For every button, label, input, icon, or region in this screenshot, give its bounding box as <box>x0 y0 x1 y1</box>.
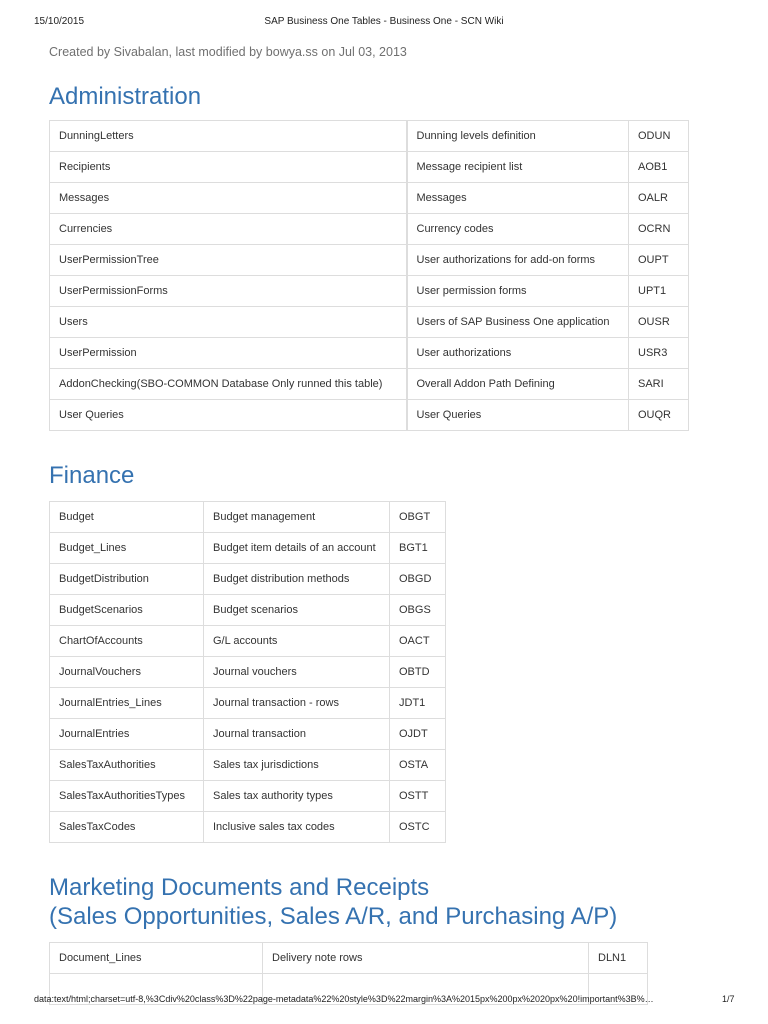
table-row <box>50 719 446 750</box>
table-name-cell: Currencies <box>50 214 407 245</box>
table-row <box>50 688 446 719</box>
table-row <box>50 121 689 152</box>
table-name-cell: BudgetDistribution <box>50 564 204 595</box>
table-code-cell: SARI <box>629 369 689 400</box>
table-row <box>50 626 446 657</box>
description-cell: Budget scenarios <box>204 595 390 626</box>
table-name-cell: UserPermissionTree <box>50 245 407 276</box>
description-cell: Budget management <box>204 502 390 533</box>
description-cell: Budget distribution methods <box>204 564 390 595</box>
table-code-cell: OSTA <box>390 750 446 781</box>
table-name-cell: User Queries <box>50 400 407 431</box>
description-cell: Journal transaction <box>204 719 390 750</box>
table-row <box>50 214 689 245</box>
administration-table <box>49 120 689 431</box>
table-row <box>50 400 689 431</box>
table-code-cell: OACT <box>390 626 446 657</box>
table-row <box>50 307 689 338</box>
print-header <box>0 16 768 32</box>
table-code-cell: JDT1 <box>390 688 446 719</box>
finance-table <box>49 501 446 843</box>
section-heading-marketing-line1: Marketing Documents and Receipts <box>49 874 430 901</box>
description-cell: Users of SAP Business One application <box>407 307 629 338</box>
description-cell: Message recipient list <box>407 152 629 183</box>
table-row <box>50 812 446 843</box>
section-heading-administration: Administration <box>49 83 202 110</box>
description-cell: Journal transaction - rows <box>204 688 390 719</box>
table-code-cell: OALR <box>629 183 689 214</box>
table-name-cell: ChartOfAccounts <box>50 626 204 657</box>
description-cell: Sales tax authority types <box>204 781 390 812</box>
table-code-cell: DLN1 <box>589 943 648 974</box>
table-code-cell: OCRN <box>629 214 689 245</box>
table-code-cell: OUQR <box>629 400 689 431</box>
table-row <box>50 245 689 276</box>
section-heading-marketing-line2: (Sales Opportunities, Sales A/R, and Purchasing A/P) <box>49 903 618 930</box>
print-url: data:text/html;charset=utf-8,%3Cdiv%20class%3D%22page-metadata%22%20style%3D%22margin%3A%2015px%200px%2020px%20!important%3B%… <box>34 994 654 1004</box>
table-code-cell: AOB1 <box>629 152 689 183</box>
page-metadata: Created by Sivabalan, last modified by bowya.ss on Jul 03, 2013 <box>49 45 407 59</box>
table-name-cell: Document_Lines <box>50 943 263 974</box>
table-name-cell: SalesTaxCodes <box>50 812 204 843</box>
table-row <box>50 595 446 626</box>
table-code-cell: BGT1 <box>390 533 446 564</box>
table-name-cell: JournalEntries_Lines <box>50 688 204 719</box>
table-name-cell: SalesTaxAuthoritiesTypes <box>50 781 204 812</box>
print-date: 15/10/2015 <box>34 16 85 27</box>
description-cell: User authorizations <box>407 338 629 369</box>
table-row <box>50 369 689 400</box>
table-row <box>50 183 689 214</box>
table-code-cell: OUPT <box>629 245 689 276</box>
table-row <box>50 533 446 564</box>
description-cell: User authorizations for add-on forms <box>407 245 629 276</box>
print-title: SAP Business One Tables - Business One - SCN Wiki <box>264 16 504 27</box>
table-row <box>50 564 446 595</box>
description-cell: G/L accounts <box>204 626 390 657</box>
table-row <box>50 657 446 688</box>
table-code-cell: OJDT <box>390 719 446 750</box>
table-row <box>50 750 446 781</box>
description-cell: Sales tax jurisdictions <box>204 750 390 781</box>
table-name-cell: Budget <box>50 502 204 533</box>
description-cell: Inclusive sales tax codes <box>204 812 390 843</box>
table-row <box>50 781 446 812</box>
table-row <box>50 152 689 183</box>
table-code-cell: OBGS <box>390 595 446 626</box>
description-cell: Journal vouchers <box>204 657 390 688</box>
table-code-cell: OSTT <box>390 781 446 812</box>
table-name-cell: Recipients <box>50 152 407 183</box>
table-row <box>50 943 648 974</box>
table-name-cell: JournalVouchers <box>50 657 204 688</box>
description-cell: Delivery note rows <box>263 943 589 974</box>
table-code-cell: OUSR <box>629 307 689 338</box>
table-name-cell: DunningLetters <box>50 121 407 152</box>
table-name-cell: BudgetScenarios <box>50 595 204 626</box>
table-code-cell: USR3 <box>629 338 689 369</box>
description-cell: Messages <box>407 183 629 214</box>
table-name-cell: Budget_Lines <box>50 533 204 564</box>
table-code-cell: OBGD <box>390 564 446 595</box>
table-code-cell: UPT1 <box>629 276 689 307</box>
table-code-cell: OBTD <box>390 657 446 688</box>
table-name-cell: JournalEntries <box>50 719 204 750</box>
description-cell: User Queries <box>407 400 629 431</box>
table-row <box>50 338 689 369</box>
description-cell: Dunning levels definition <box>407 121 629 152</box>
table-name-cell: UserPermissionForms <box>50 276 407 307</box>
table-name-cell: SalesTaxAuthorities <box>50 750 204 781</box>
description-cell: Budget item details of an account <box>204 533 390 564</box>
description-cell: User permission forms <box>407 276 629 307</box>
section-heading-finance: Finance <box>49 462 135 489</box>
page-number: 1/7 <box>722 994 735 1004</box>
table-code-cell: ODUN <box>629 121 689 152</box>
table-name-cell: Users <box>50 307 407 338</box>
table-code-cell: OBGT <box>390 502 446 533</box>
table-name-cell: UserPermission <box>50 338 407 369</box>
table-row <box>50 276 689 307</box>
table-code-cell: OSTC <box>390 812 446 843</box>
table-name-cell: AddonChecking(SBO-COMMON Database Only runned this table) <box>50 369 407 400</box>
description-cell: Currency codes <box>407 214 629 245</box>
table-name-cell: Messages <box>50 183 407 214</box>
table-row <box>50 502 446 533</box>
description-cell: Overall Addon Path Defining <box>407 369 629 400</box>
